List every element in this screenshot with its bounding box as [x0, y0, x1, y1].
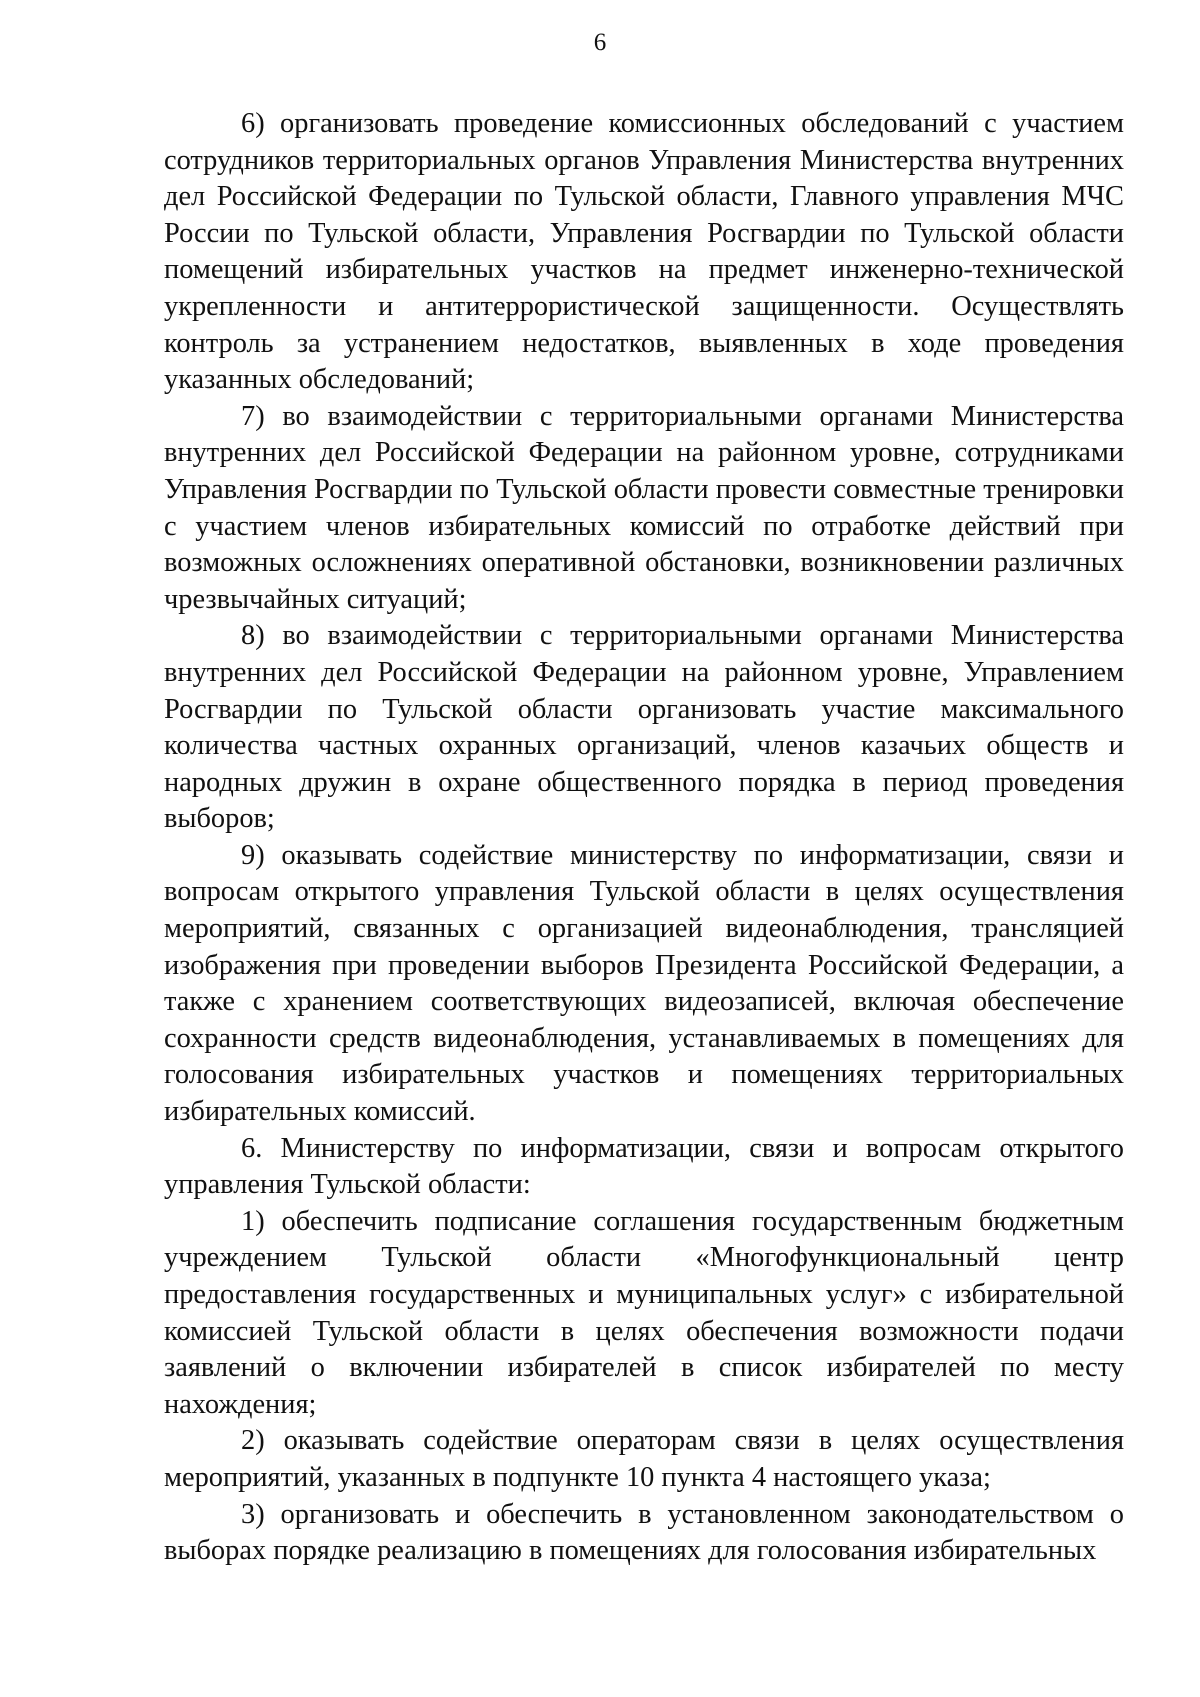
paragraph-item-8: 8) во взаимодействии с территориальными органами Министерства внутренних дел Российской Федерации на районном уровне, Управлением Росгвардии по Тульской области организовать участие максимального количества частных охранных организаций, членов казачьих обществ и народных дружин в охране общественного порядка в период проведения выборов;: [164, 620, 1124, 835]
paragraph-section-6: 6. Министерству по информатизации, связи и вопросам открытого управления Тульской области:: [164, 1132, 1124, 1201]
paragraph-item-7: 7) во взаимодействии с территориальными органами Министерства внутренних дел Российской Федерации на районном уровне, сотрудниками Управления Росгвардии по Тульской области провести совместные тренировки с участием членов избирательных комиссий по отработке действий при возможных осложнениях оперативной обстановки, возникновении различных чрезвычайных ситуаций;: [164, 400, 1124, 615]
paragraph-item-9: 9) оказывать содействие министерству по информатизации, связи и вопросам открытого управления Тульской области в целях осуществления мероприятий, связанных с организацией видеонаблюдения, трансляцией изображения при проведении выборов Президента Российской Федерации, а также с хранением соответствующих видеозаписей, включая обеспечение сохранности средств видеонаблюдения, устанавливаемых в помещениях для голосования избирательных участков и помещениях территориальных избирательных комиссий.: [164, 839, 1124, 1128]
paragraph-subitem-2: 2) оказывать содействие операторам связи в целях осуществления мероприятий, указанных в подпункте 10 пункта 4 настоящего указа;: [164, 1425, 1124, 1493]
document-body: [164, 106, 1124, 1570]
paragraph-subitem-3: 3) организовать и обеспечить в установленном законодательством о выборах порядке реализацию в помещениях для голосования избирательных: [164, 1498, 1124, 1567]
paragraph-subitem-1: 1) обеспечить подписание соглашения государственным бюджетным учреждением Тульской области «Многофункциональный центр предоставления государственных и муниципальных услуг» с избирательной комиссией Тульской области в целях обеспечения возможности подачи заявлений о включении избирателей в список избирателей по месту нахождения;: [164, 1205, 1124, 1420]
paragraph-item-6: 6) организовать проведение комиссионных обследований с участием сотрудников территориальных органов Управления Министерства внутренних дел Российской Федерации по Тульской области, Главного управления МЧС России по Тульской области, Управления Росгвардии по Тульской области помещений избирательных участков на предмет инженерно-технической укрепленности и антитеррористической защищенности. Осуществлять контроль за устранением недостатков, выявленных в ходе проведения указанных обследований;: [164, 108, 1124, 396]
page-number: 6: [593, 29, 607, 56]
